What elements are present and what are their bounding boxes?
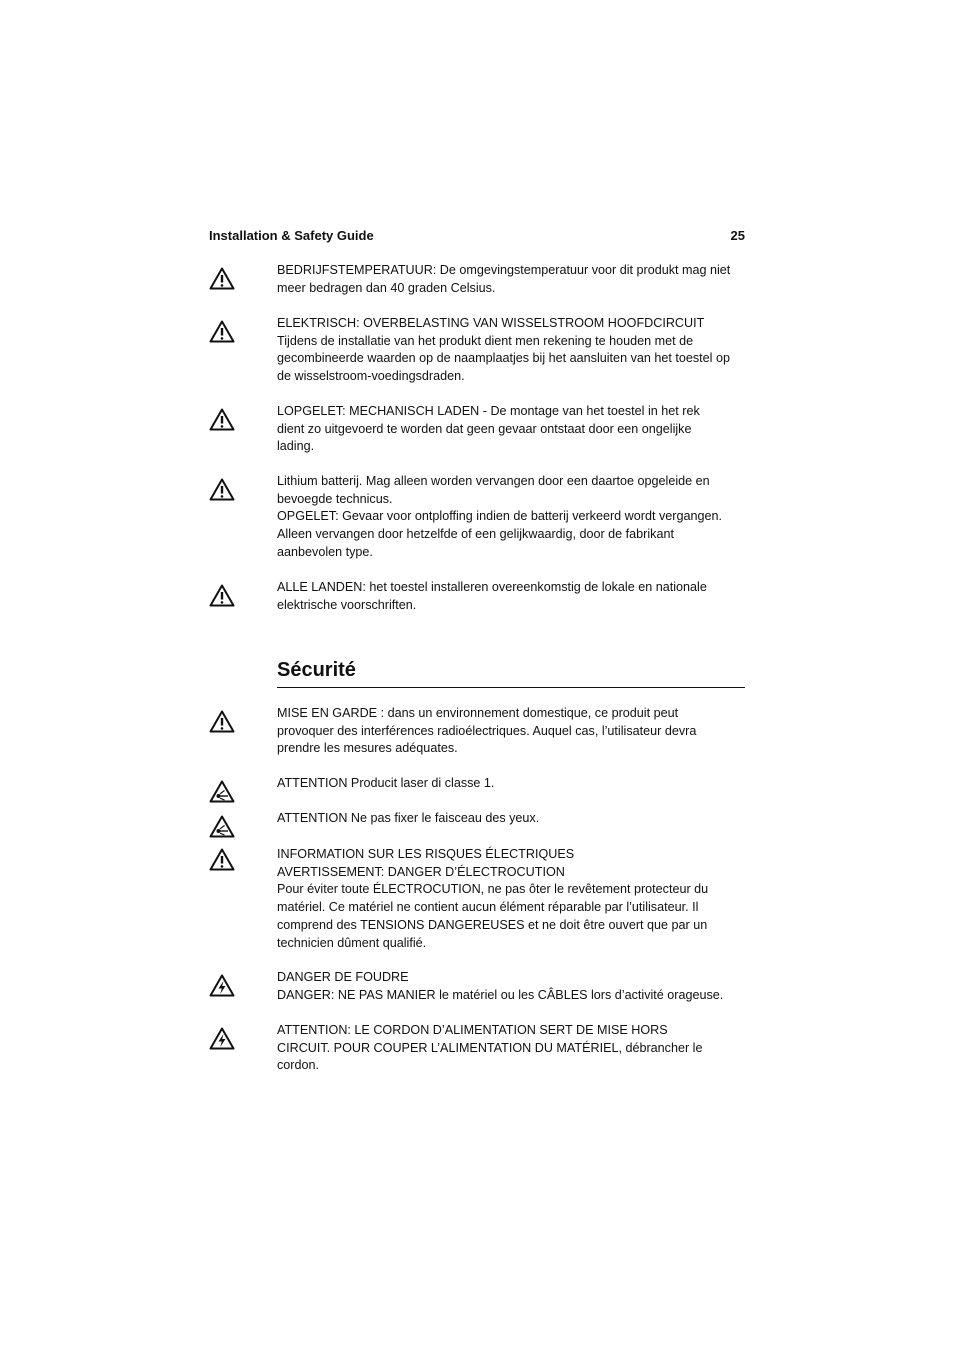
text-line: MISE EN GARDE : dans un environnement domestique, ce produit peut — [277, 706, 679, 720]
text-line: Lithium batterij. Mag alleen worden vervangen door een daartoe opgeleide en — [277, 474, 710, 488]
text-line: ATTENTION Producit laser di classe 1. — [277, 776, 495, 790]
page-header — [209, 228, 745, 246]
text-line: aanbevolen type. — [277, 544, 373, 559]
warning-lightning-icon — [209, 974, 235, 997]
text-line: OPGELET: Gevaar voor ontploffing indien de batterij verkeerd wordt vergangen. — [277, 509, 722, 524]
text-line: ATTENTION: LE CORDON D’ALIMENTATION SERT DE MISE HORS — [277, 1023, 668, 1037]
text-line: provoquer des interférences radioélectriques. Auquel cas, l’utilisateur devra — [277, 723, 697, 738]
warning-exclamation-icon — [209, 478, 235, 501]
warning-exclamation-icon — [209, 584, 235, 607]
text-line: gecombineerde waarden op de naamplaatjes bij het aansluiten van het toestel op — [277, 351, 730, 366]
header-title: Installation & Safety Guide — [209, 228, 374, 243]
text-line: ALLE LANDEN: het toestel installeren overeenkomstig de lokale en nationale — [277, 580, 707, 594]
text-line: ATTENTION Ne pas fixer le faisceau des yeux. — [277, 811, 540, 825]
text-line: Alleen vervangen door hetzelfde of een gelijkwaardig, door de fabrikant — [277, 527, 674, 542]
safety-item-text — [277, 1022, 747, 1075]
warning-lightning-icon — [209, 1027, 235, 1050]
warning-exclamation-icon — [209, 408, 235, 431]
warning-exclamation-icon — [209, 267, 235, 290]
text-line: cordon. — [277, 1058, 320, 1073]
text-line: meer bedragen dan 40 graden Celsius. — [277, 280, 496, 295]
safety-item-text — [277, 775, 747, 793]
warning-exclamation-icon — [209, 710, 235, 733]
text-line: de wisselstroom-voedingsdraden. — [277, 369, 465, 384]
text-line: ELEKTRISCH: OVERBELASTING VAN WISSELSTROOM HOOFDCIRCUIT — [277, 316, 705, 330]
safety-item-text — [277, 846, 747, 952]
text-line: LOPGELET: MECHANISCH LADEN - De montage van het toestel in het rek — [277, 404, 700, 418]
text-line: DANGER: NE PAS MANIER le matériel ou les CÂBLES lors d’activité orageuse. — [277, 987, 724, 1002]
safety-item-text — [277, 705, 747, 758]
safety-item-text — [277, 969, 747, 1004]
text-line: dient zo uitgevoerd te worden dat geen gevaar ontstaat door een ongelijke — [277, 421, 692, 436]
text-line: bevoegde technicus. — [277, 491, 393, 506]
page-number: 25 — [730, 228, 745, 243]
warning-laser-icon — [209, 780, 235, 803]
warning-electric-icon — [209, 848, 235, 871]
warning-laser-icon — [209, 815, 235, 838]
text-line: technicien dûment qualifié. — [277, 935, 427, 950]
text-line: CIRCUIT. POUR COUPER L’ALIMENTATION DU MATÉRIEL, débrancher le — [277, 1040, 703, 1055]
text-line: INFORMATION SUR LES RISQUES ÉLECTRIQUES — [277, 847, 575, 861]
safety-item-text — [277, 262, 747, 297]
text-line: prendre les mesures adéquates. — [277, 741, 458, 756]
text-line: BEDRIJFSTEMPERATUUR: De omgevingstemperatuur voor dit produkt mag niet — [277, 263, 731, 277]
safety-item-text — [277, 579, 747, 614]
text-line: lading. — [277, 439, 315, 454]
safety-item-text — [277, 403, 747, 456]
section-title — [277, 656, 745, 688]
safety-item-text — [277, 315, 747, 386]
safety-item-text — [277, 810, 747, 828]
text-line: AVERTISSEMENT: DANGER D’ÉLECTROCUTION — [277, 864, 565, 879]
section-title-text: Sécurité — [277, 659, 356, 681]
text-line: DANGER DE FOUDRE — [277, 970, 409, 984]
text-line: comprend des TENSIONS DANGEREUSES et ne doit être ouvert que par un — [277, 917, 708, 932]
text-line: Tijdens de installatie van het produkt dient men rekening te houden met de — [277, 333, 694, 348]
safety-item-text — [277, 473, 747, 562]
text-line: matériel. Ce matériel ne contient aucun élément réparable par l’utilisateur. Il — [277, 900, 699, 915]
text-line: elektrische voorschriften. — [277, 597, 417, 612]
warning-exclamation-icon — [209, 320, 235, 343]
text-line: Pour éviter toute ÉLECTROCUTION, ne pas ôter le revêtement protecteur du — [277, 882, 709, 897]
